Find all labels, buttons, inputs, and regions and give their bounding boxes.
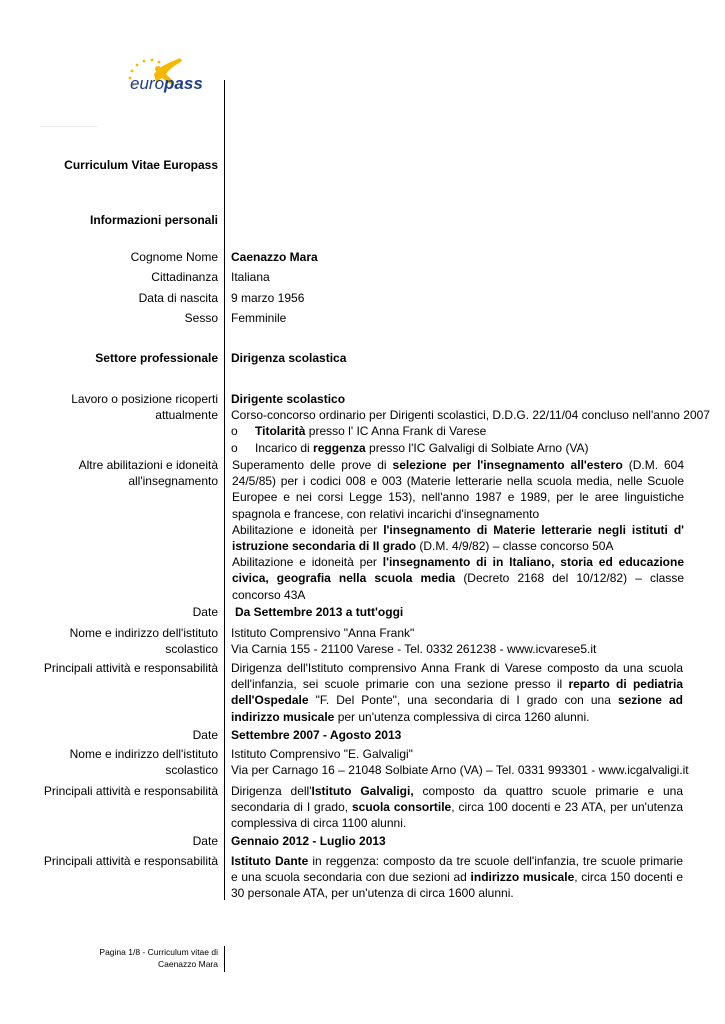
footer-line2: Caenazzo Mara — [157, 959, 218, 969]
exp1-act-rest: per un'utenza complessiva di circa 1260 alunni. — [334, 709, 590, 724]
position-description: Corso-concorso ordinario per Dirigenti scolastici, D.D.G. 22/11/04 concluso nell'anno 2007 — [231, 408, 710, 423]
q1-bold: selezione per l'insegnamento all'estero — [392, 458, 623, 472]
exp1-institute-address: Via Carnia 155 - 21100 Varese - Tel. 0332 261238 - www.icvarese5.it — [231, 642, 597, 657]
exp2-act-mid: composto da quattro scuole primarie e una secondaria di I grado, — [231, 784, 683, 815]
qualification-italiano — [232, 554, 684, 603]
exp1-institute-name: Istituto Comprensivo "Anna Frank" — [231, 626, 415, 640]
logo-text-pass: pass — [164, 74, 203, 93]
citizenship-label: Cittadinanza — [151, 270, 218, 284]
position-block — [231, 391, 710, 456]
exp1-act-pre: Dirigenza dell'Istituto comprensivo Anna Frank di Varese composto da una scuola dell'infanzia, sei scuole primarie con una sezione presso il — [231, 661, 683, 692]
exp1-activities-label: Principali attività e responsabilità — [43, 661, 218, 675]
exp2-institute-label-line2: scolastico — [165, 763, 218, 777]
exp1-institute-label — [70, 625, 218, 657]
exp2-activities — [231, 783, 683, 832]
sector-label: Settore professionale — [95, 351, 218, 365]
page-footer — [99, 946, 218, 970]
q3-rest: (Decreto 2168 del 10/12/82) – classe concorso 43A — [232, 571, 684, 602]
main-divider-line — [224, 80, 225, 900]
qualification-lettere — [232, 522, 684, 554]
exp2-act-rest: , circa 100 docenti e 23 ATA, per un'utenza complessiva di circa 1100 alunni. — [231, 800, 683, 831]
position-title: Dirigente scolastico — [231, 392, 346, 406]
reggenza-pre: Incarico di — [255, 440, 314, 455]
exp3-date: Gennaio 2012 - Luglio 2013 — [231, 834, 386, 848]
position-label-line2: attualmente — [155, 408, 218, 422]
q2-pre: Abilitazione e idoneità per — [232, 522, 384, 537]
exp3-activities-label: Principali attività e responsabilità — [43, 854, 218, 868]
exp1-date: Da Settembre 2013 a tutt'oggi — [235, 605, 404, 619]
citizenship-value: Italiana — [231, 270, 270, 284]
exp3-date-label: Date — [192, 834, 218, 848]
tiny-header-text: ───────────────────────── — [40, 124, 99, 128]
exp1-date-label: Date — [192, 605, 218, 619]
q2-bold: l'insegnamento di Materie letterarie negli istituti d' istruzione secondaria di II grado — [232, 522, 684, 554]
titolarita-bold: Titolarità — [255, 424, 306, 439]
q1-pre: Superamento delle prove di — [232, 458, 393, 472]
exp1-institute-label-line2: scolastico — [165, 642, 218, 656]
exp3-act-rest: , circa 150 docenti e 30 personale ATA, per un'utenza di circa 1600 alunni. — [231, 870, 683, 901]
position-bullet-titolarita — [231, 423, 683, 439]
exp2-institute-address: Via per Carnago 16 – 21048 Solbiate Arno (VA) – Tel. 0331 993301 - www.icgalvaligi.it — [231, 763, 689, 778]
exp1-institute-label-line1: Nome e indirizzo dell'istituto — [69, 626, 218, 640]
exp2-date: Settembre 2007 - Agosto 2013 — [231, 728, 402, 742]
exp2-act-bold1: Istituto Galvaligi, — [311, 784, 414, 798]
exp3-activities — [231, 853, 683, 902]
birthdate-label: Data di nascita — [138, 291, 218, 305]
exp1-act-bold2: sezione ad indirizzo musicale — [231, 693, 684, 724]
position-label — [71, 391, 218, 423]
exp2-activities-label: Principali attività e responsabilità — [43, 784, 218, 798]
exp2-date-label: Date — [192, 728, 218, 742]
position-bullet-reggenza — [231, 440, 683, 456]
qualifications-label-line1: Altre abilitazioni e idoneità — [78, 458, 218, 472]
exp3-act-mid: in reggenza: composto da tre scuole dell'infanzia, tre scuole primarie e una scuola secondaria con due sezioni ad — [231, 854, 683, 885]
reggenza-bold: reggenza — [313, 440, 366, 455]
qualifications-label-line2: all'insegnamento — [128, 474, 218, 488]
name-label: Cognome Nome — [130, 250, 218, 264]
exp3-act-bold2: indirizzo musicale — [470, 870, 575, 885]
q2-rest: (D.M. 4/9/82) – classe concorso 50A — [416, 539, 614, 554]
sector-value: Dirigenza scolastica — [231, 351, 347, 365]
exp2-institute — [231, 746, 689, 778]
exp2-institute-label — [70, 746, 218, 778]
footer-line1: Pagina 1/8 - Curriculum vitae di — [99, 947, 218, 957]
exp1-institute — [231, 625, 683, 657]
titolarita-text: presso l' IC Anna Frank di Varese — [305, 424, 487, 439]
qualifications-label — [79, 457, 218, 489]
qualifications-block — [232, 457, 684, 603]
birthdate-value: 9 marzo 1956 — [231, 291, 305, 305]
exp1-activities — [231, 660, 683, 725]
position-label-line1: Lavoro o posizione ricoperti — [71, 392, 218, 406]
q1-rest: (D.M. 604 24/5/85) per i codici 008 e 003 (Materie letterarie nella scuola media, nelle Scuole Europee e nei corsi Legge 153), nell'anno 1987 e 1989, per le aree linguistiche spagnola e francese, con relativi incarichi d'insegnamento — [232, 458, 685, 521]
sex-value: Femminile — [231, 311, 287, 325]
personal-info-heading: Informazioni personali — [89, 213, 218, 227]
footer-divider-line — [224, 946, 225, 972]
reggenza-text: presso l'IC Galvaligi di Solbiate Arno (VA) — [365, 440, 589, 455]
exp3-act-bold1: Istituto Dante — [231, 854, 309, 868]
exp1-act-mid: "F. Del Ponte", una secondaria di I grado con una — [308, 693, 618, 708]
q3-pre: Abilitazione e idoneità per — [232, 555, 383, 570]
q3-bold: l'insegnamento di in Italiano, storia ed educazione civica, geografia nella scuola media — [232, 555, 684, 586]
cv-title: Curriculum Vitae Europass — [64, 158, 218, 172]
qualification-estero — [232, 457, 684, 522]
exp2-act-bold2: scuola consortile — [351, 800, 452, 815]
bullet-circle-icon: o — [231, 440, 238, 455]
europass-logo — [120, 52, 220, 102]
exp2-institute-label-line1: Nome e indirizzo dell'istituto — [69, 747, 218, 761]
bullet-circle-icon: o — [231, 424, 238, 439]
sex-label: Sesso — [184, 311, 218, 325]
exp2-institute-name: Istituto Comprensivo "E. Galvaligi" — [231, 747, 413, 761]
name-value: Caenazzo Mara — [231, 250, 318, 264]
exp2-act-pre: Dirigenza dell' — [231, 784, 312, 798]
exp1-act-bold1: reparto di pediatria dell'Ospedale — [231, 677, 683, 708]
logo-text-euro: euro — [130, 74, 165, 93]
